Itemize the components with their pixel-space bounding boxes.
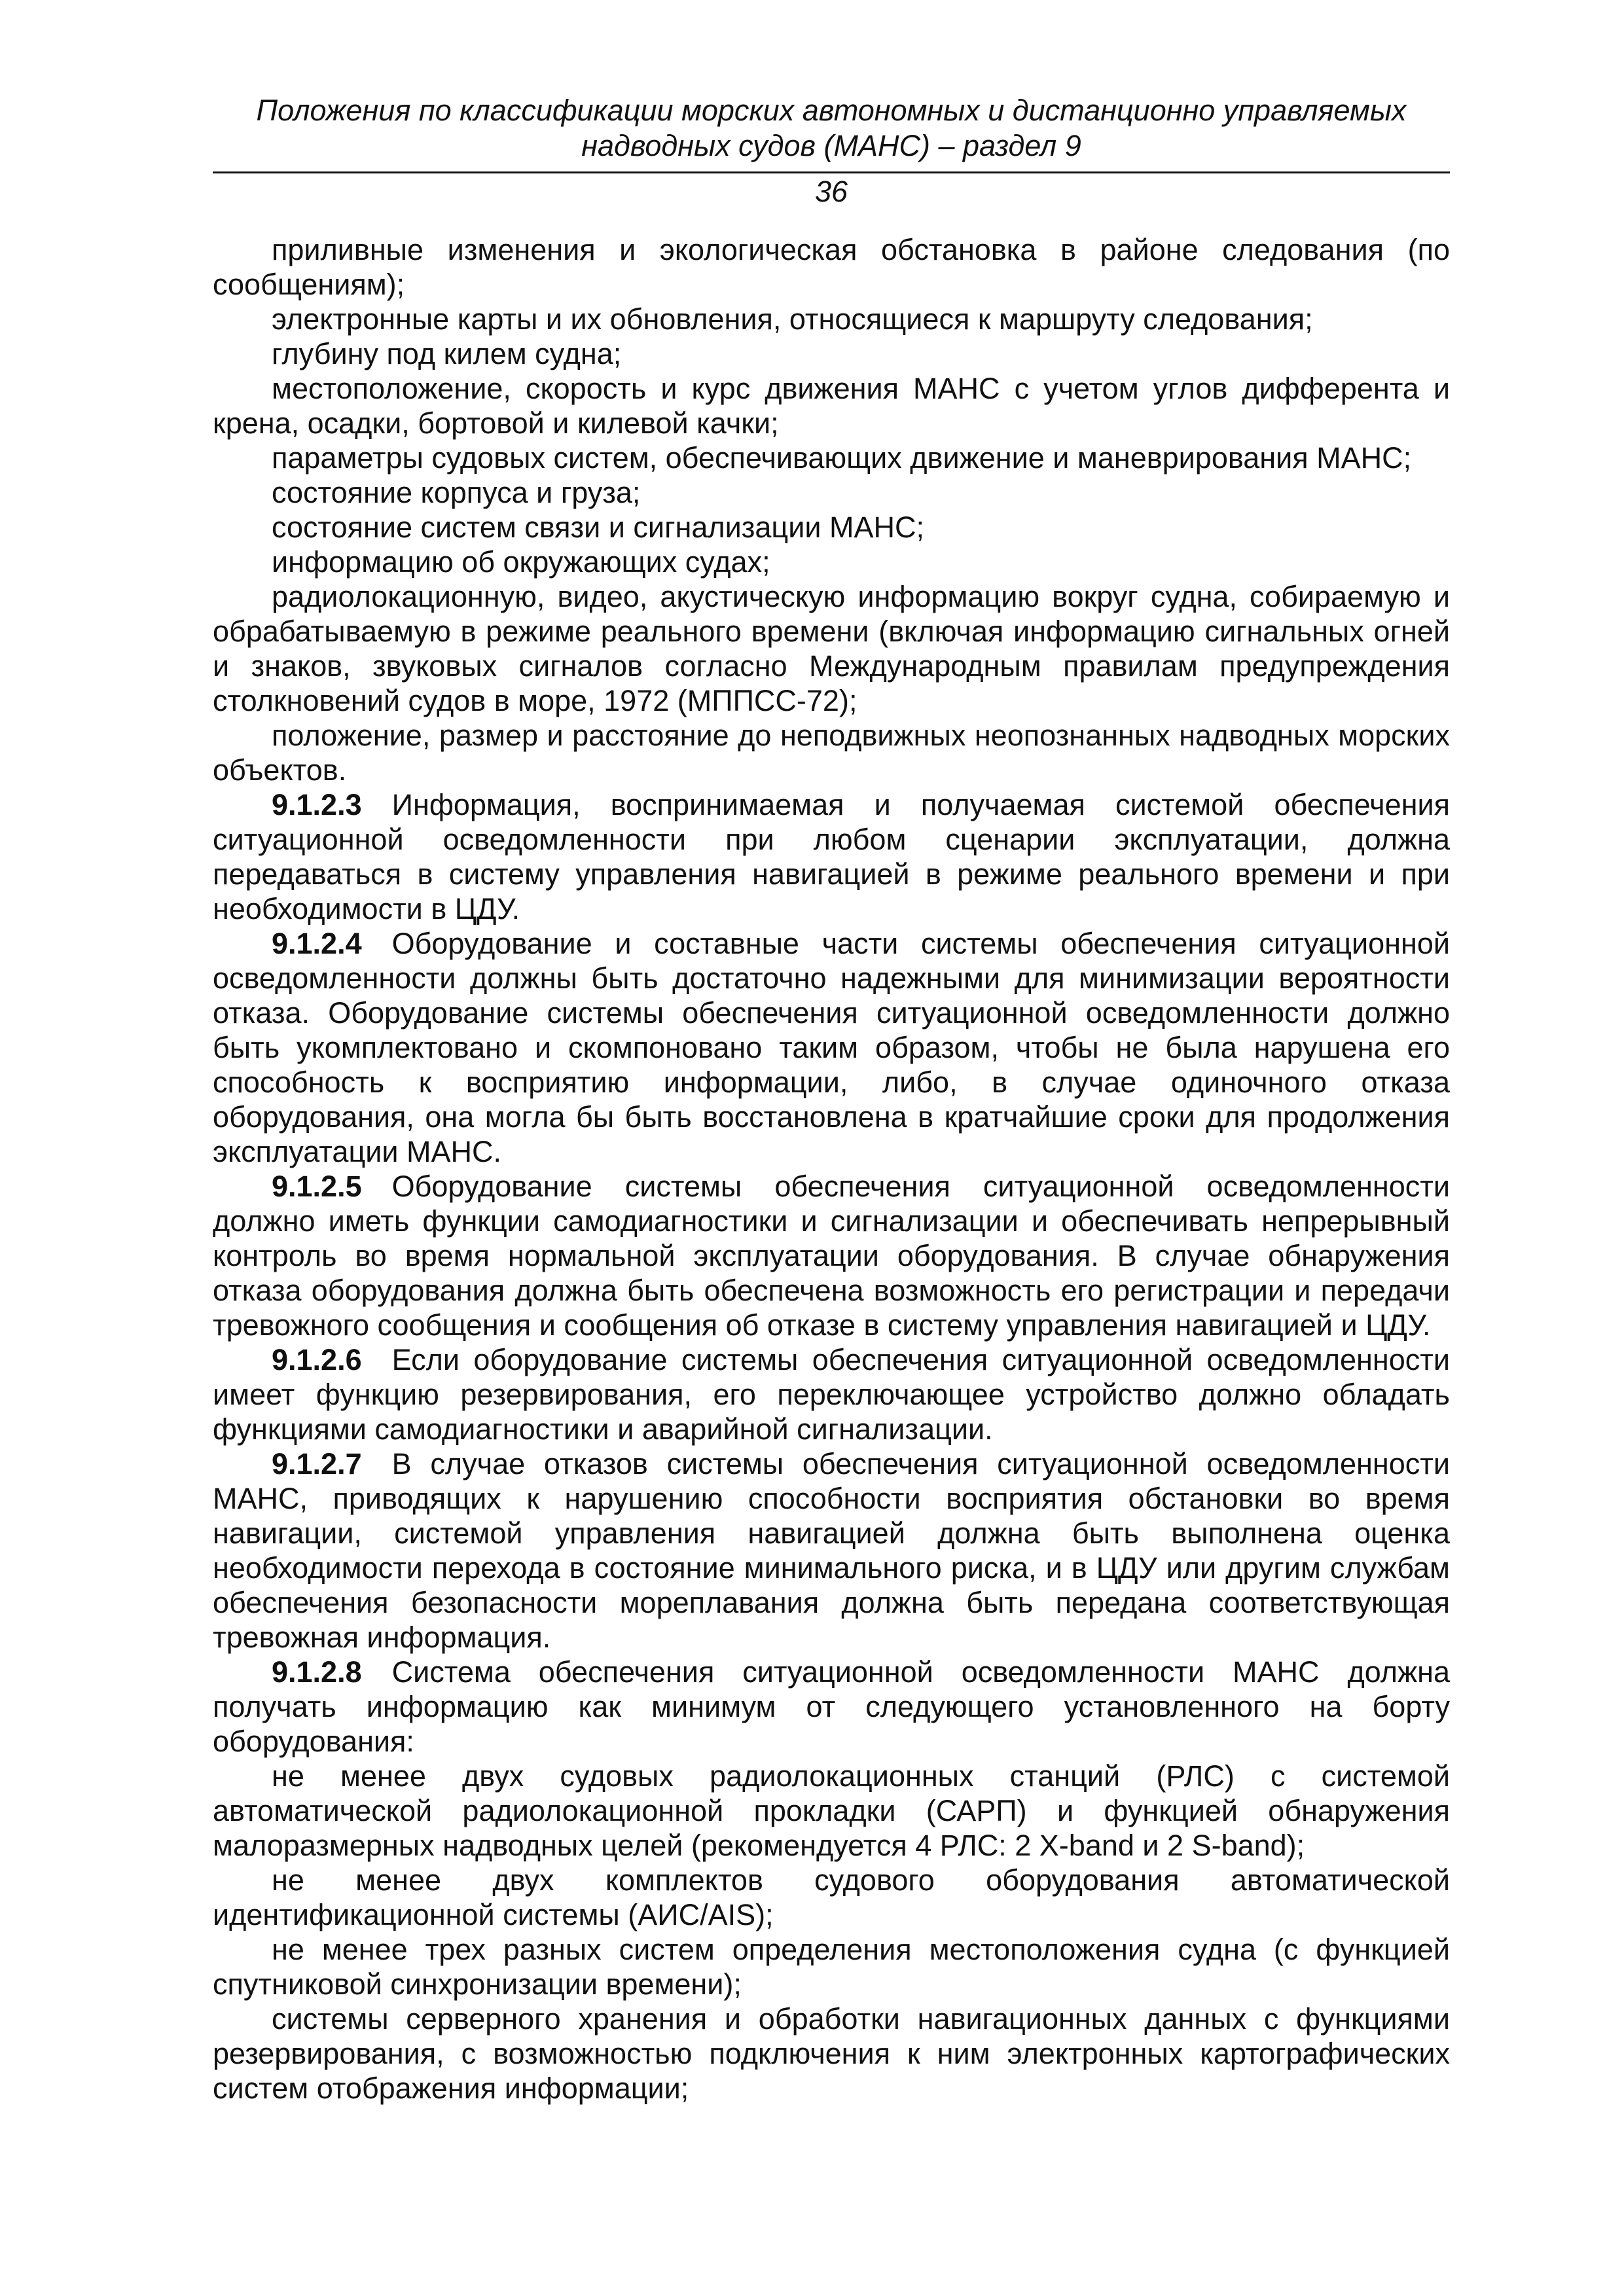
clause-text: Оборудование и составные части системы обеспечения ситуационной осведомленности должны быть достаточно надежными для минимизации вероятности отказа. Оборудование системы обеспечения ситуационной осведомленности должно быть укомплектовано и скомпоновано таким образом, чтобы не была нарушена его способность к восприятию информации, либо, в случае одиночного отказа оборудования, она могла бы быть восстановлена в кратчайшие сроки для продолжения эксплуатации МАНС.	[213, 927, 1450, 1168]
paragraph-text: параметры судовых систем, обеспечивающих движение и маневрирования МАНС;	[272, 441, 1412, 475]
paragraph-text: состояние корпуса и груза;	[272, 476, 641, 509]
paragraph-text: не менее двух комплектов судового оборудования автоматической идентификационной системы (АИС/AIS);	[213, 1863, 1450, 1931]
header-title-line-2: надводных судов (МАНС) – раздел 9	[581, 129, 1081, 162]
clause-text: Информация, воспринимаемая и получаемая системой обеспечения ситуационной осведомленности при любом сценарии эксплуатации, должна передаваться в систему управления навигацией в режиме реального времени и при необходимости в ЦДУ.	[213, 788, 1450, 925]
clause-text: Если оборудование системы обеспечения ситуационной осведомленности имеет функцию резервирования, его переключающее устройство должно обладать функциями самодиагностики и аварийной сигнализации.	[213, 1343, 1450, 1446]
list-item	[213, 302, 1450, 336]
clause-number: 9.1.2.4	[272, 927, 362, 960]
paragraph-text: системы серверного хранения и обработки навигационных данных с функциями резервирования, с возможностью подключения к ним электронных картографических систем отображения информации;	[213, 2002, 1450, 2105]
paragraph-text: положение, размер и расстояние до неподвижных неопознанных надводных морских объектов.	[213, 719, 1450, 787]
list-item	[213, 440, 1450, 475]
list-item	[213, 336, 1450, 371]
document-body	[213, 232, 1450, 2106]
list-item	[213, 475, 1450, 510]
list-item	[213, 718, 1450, 787]
list-item	[213, 371, 1450, 440]
paragraph-text: не менее трех разных систем определения местоположения судна (с функцией спутниковой синхронизации времени);	[213, 1933, 1450, 2001]
clause-text: Система обеспечения ситуационной осведомленности МАНС должна получать информацию как минимум от следующего установленного на борту оборудования:	[213, 1655, 1450, 1758]
paragraph-text: информацию об окружающих судах;	[272, 545, 770, 579]
paragraph-text: не менее двух судовых радиолокационных станций (РЛС) с системой автоматической радиолокационной прокладки (САРП) и функцией обнаружения малоразмерных надводных целей (рекомендуется 4 РЛС: 2 X-band и 2 S-band);	[213, 1759, 1450, 1862]
list-item	[213, 579, 1450, 718]
paragraph-text: глубину под килем судна;	[272, 337, 622, 370]
clause-9-1-2-7	[213, 1446, 1450, 1655]
header-title-line-1: Положения по классификации морских автономных и дистанционно управляемых	[256, 94, 1407, 127]
list-item	[213, 545, 1450, 579]
list-item	[213, 510, 1450, 545]
clause-number: 9.1.2.5	[272, 1170, 362, 1203]
clause-9-1-2-8	[213, 1655, 1450, 1759]
clause-number: 9.1.2.7	[272, 1447, 362, 1480]
clause-9-1-2-3	[213, 787, 1450, 926]
clause-9-1-2-4	[213, 926, 1450, 1169]
clause-9-1-2-6	[213, 1342, 1450, 1446]
clause-text: В случае отказов системы обеспечения ситуационной осведомленности МАНС, приводящих к нарушению способности восприятия обстановки во время навигации, системой управления навигацией должна быть выполнена оценка необходимости перехода в состояние минимального риска, и в ЦДУ или другим службам обеспечения безопасности мореплавания должна быть передана соответствующая тревожная информация.	[213, 1447, 1450, 1654]
paragraph-text: состояние систем связи и сигнализации МАНС;	[272, 511, 924, 544]
paragraph-text: электронные карты и их обновления, относящиеся к маршруту следования;	[272, 302, 1313, 336]
page-header	[213, 93, 1450, 164]
clause-text: Оборудование системы обеспечения ситуационной осведомленности должно иметь функции самодиагностики и сигнализации и обеспечивать непрерывный контроль во время нормальной эксплуатации оборудования. В случае обнаружения отказа оборудования должна быть обеспечена возможность его регистрации и передачи тревожного сообщения и сообщения об отказе в систему управления навигацией и ЦДУ.	[213, 1170, 1450, 1342]
list-item	[213, 1932, 1450, 2001]
page-number: 36	[814, 175, 848, 208]
list-item	[213, 232, 1450, 302]
paragraph-text: приливные изменения и экологическая обстановка в районе следования (по сообщениям);	[213, 233, 1450, 301]
header-divider	[213, 171, 1450, 173]
list-item	[213, 1863, 1450, 1932]
clause-number: 9.1.2.3	[272, 788, 362, 821]
clause-number: 9.1.2.8	[272, 1655, 362, 1689]
paragraph-text: радиолокационную, видео, акустическую информацию вокруг судна, собираемую и обрабатываемую в режиме реального времени (включая информацию сигнальных огней и знаков, звуковых сигналов согласно Международным правилам предупреждения столкновений судов в море, 1972 (МППСС-72);	[213, 580, 1450, 717]
list-item	[213, 2001, 1450, 2106]
clause-9-1-2-5	[213, 1169, 1450, 1342]
list-item	[213, 1759, 1450, 1863]
clause-number: 9.1.2.6	[272, 1343, 362, 1376]
paragraph-text: местоположение, скорость и курс движения МАНС с учетом углов дифферента и крена, осадки, бортовой и килевой качки;	[213, 372, 1450, 440]
